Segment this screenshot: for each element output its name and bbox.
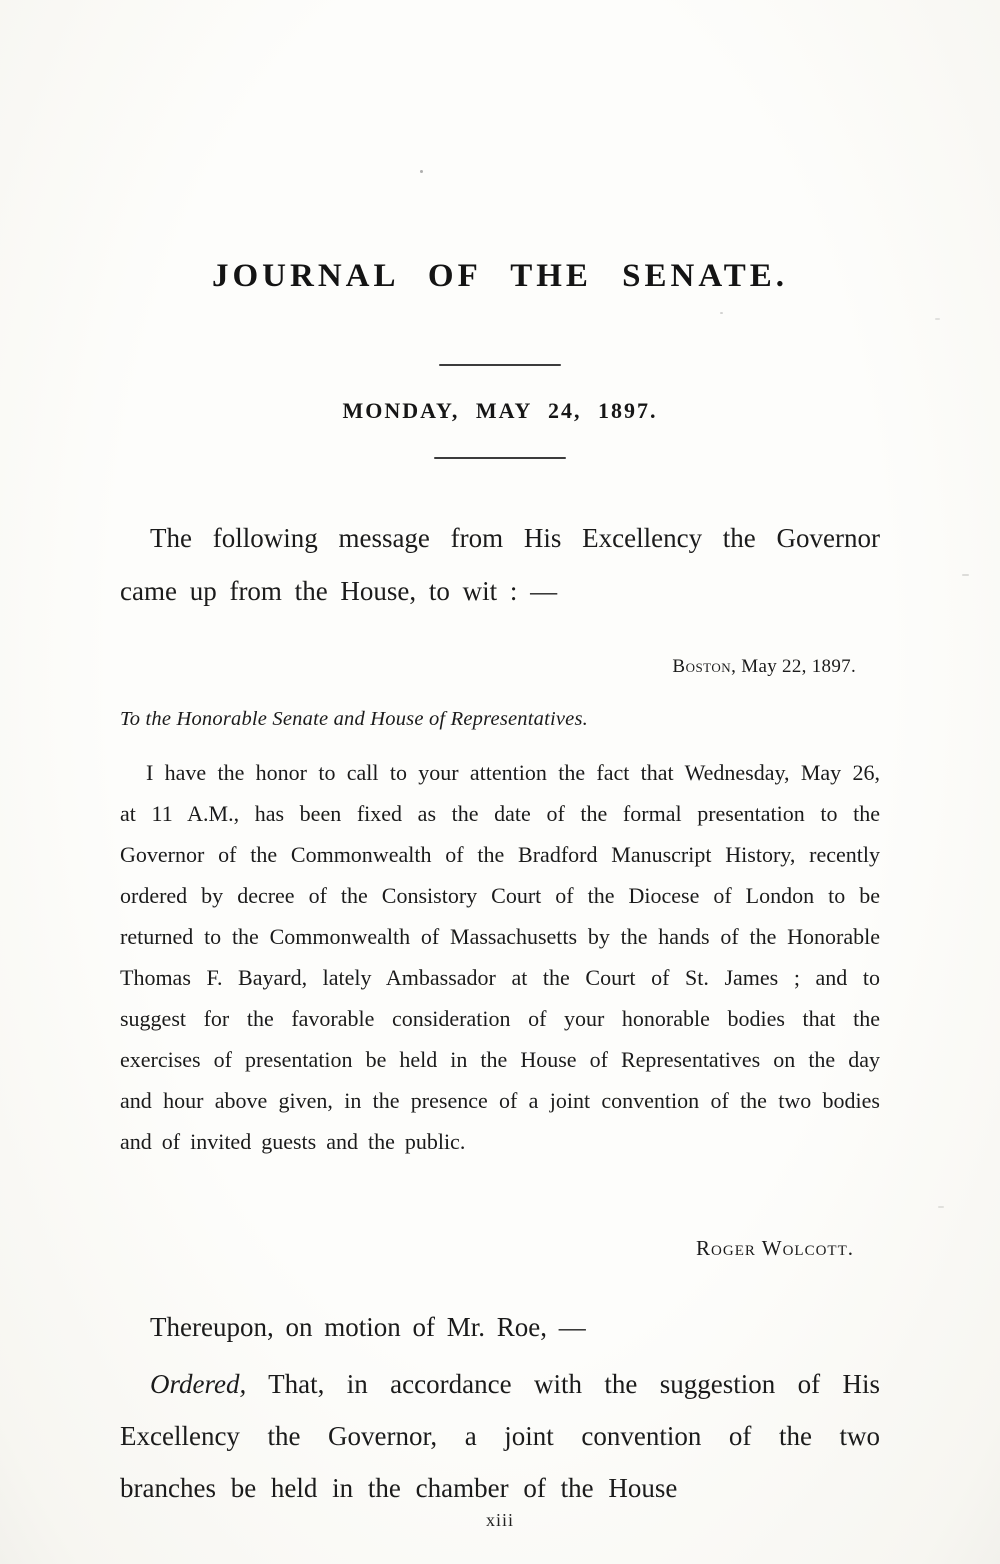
- motion-paragraph: Thereupon, on motion of Mr. Roe, —: [150, 1312, 586, 1342]
- message-dateline: [120, 656, 880, 678]
- scan-artifact: [938, 1206, 944, 1208]
- scan-artifact: [962, 574, 969, 576]
- dateline-date: , May 22, 1897.: [731, 656, 856, 677]
- ordered-label: Ordered,: [150, 1369, 247, 1399]
- message-body: I have the honor to call to your attention the fact that Wednesday, May 26, at 11 A.M., has been fixed as the date of the formal presentation to the Governor of the Commonwealth of the Bradford Manuscript History, recently ordered by decree of the Consistory Court of the Diocese of London to be returned to the Commonwealth of Massachusetts by the hands of the Honorable Thomas F. Bayard, lately Ambassador at the Court of St. James ; and to suggest for the favorable consideration of your honorable bodies that the exercises of presentation be held in the House of Representatives on the day and hour above given, in the presence of a joint convention of the two bodies and of invited guests and the public.: [120, 760, 880, 1154]
- date-heading: MONDAY, MAY 24, 1897.: [342, 398, 658, 423]
- divider-rule-top: [439, 364, 561, 366]
- intro-paragraph: The following message from His Excellency the Governor came up from the House, to wit : —: [120, 523, 880, 606]
- scan-artifact: [420, 170, 423, 173]
- ordered-paragraph: [120, 1358, 880, 1514]
- scan-artifact: [935, 318, 940, 320]
- ordered-text: That, in accordance with the suggestion of His Excellency the Governor, a joint convention of the two branches be held in the chamber of the House: [120, 1369, 880, 1503]
- divider-rule-bottom: [434, 457, 566, 459]
- message-salutation: To the Honorable Senate and House of Representatives.: [120, 708, 588, 730]
- journal-title: JOURNAL OF THE SENATE.: [212, 258, 788, 294]
- dateline-place: Boston: [672, 656, 732, 677]
- scan-artifact: [720, 312, 723, 314]
- message-signature: Roger Wolcott.: [696, 1236, 854, 1260]
- page-number: xiii: [485, 1510, 514, 1530]
